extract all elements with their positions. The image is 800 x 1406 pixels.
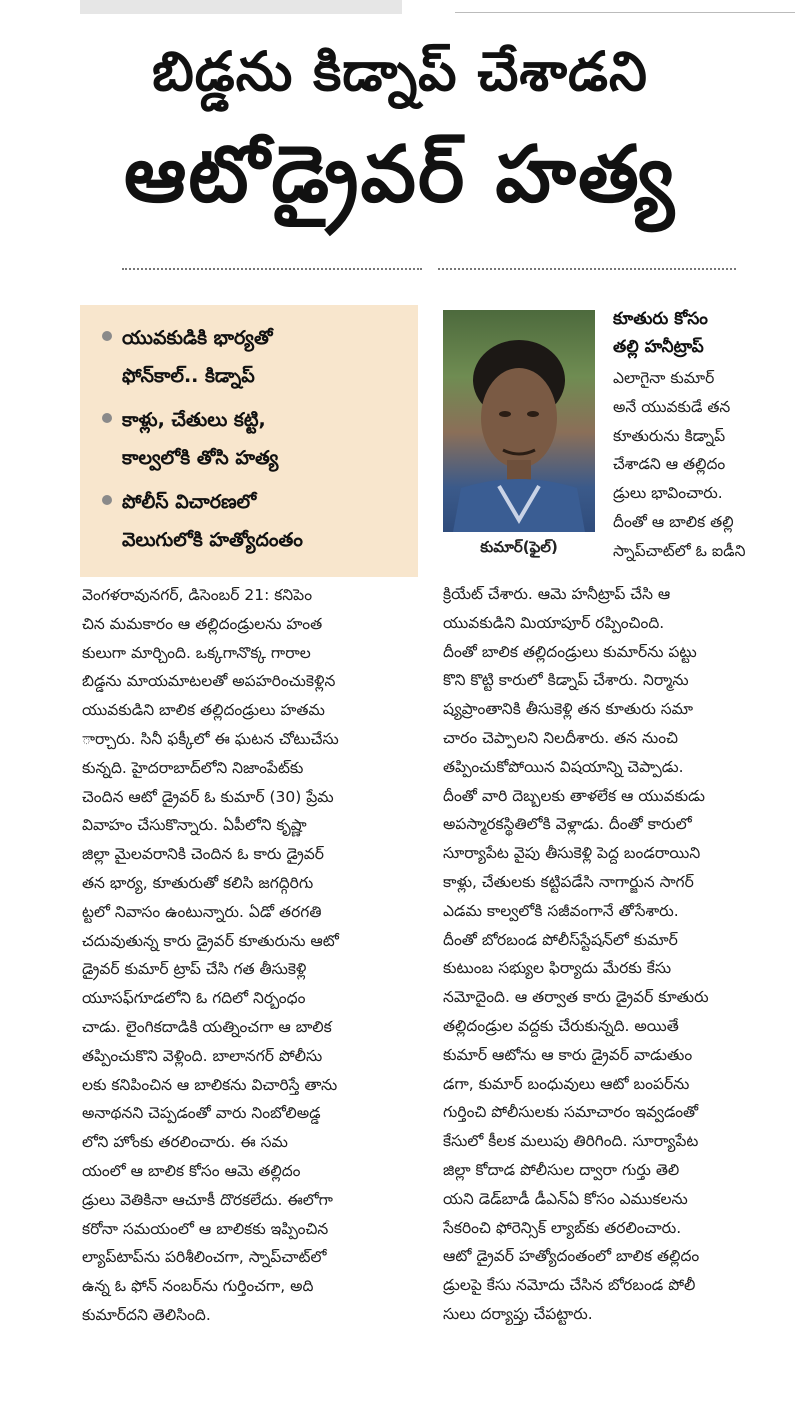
article-line: చేశాడని ఆ తల్లిదం (613, 455, 726, 474)
article-column-left (82, 581, 420, 1330)
article-line: సేకరించి ఫోరెన్సిక్ ల్యాబ్‌కు తరలించారు. (443, 1218, 682, 1237)
highlight-item (102, 319, 408, 395)
article-line: ష్యప్రాంతానికి తీసుకెళ్లి తన కూతురు సమా (443, 700, 694, 719)
subhead (613, 305, 793, 361)
article-line: కొని కొట్టి కారులో కిడ్నాప్ చేశారు. నిర్మాను (443, 671, 689, 690)
person-photo (443, 310, 595, 532)
article-line: యని డెడ్‌బాడీ డీఎన్‌ఏ కోసం ఎముకలను (443, 1189, 688, 1208)
article-line: సులు దర్యాప్తు చేపట్టారు. (443, 1304, 593, 1323)
article-line: కున్నది. హైదరాబాద్‌లోని నిజాంపేట్‌కు (82, 758, 304, 777)
article-line: డ్రులు భావించారు. (613, 484, 723, 503)
highlights-box (80, 305, 418, 577)
subhead-line: తల్లి హనీట్రాప్ (613, 337, 704, 357)
article-line: అనాథనని చెప్పడంతో వారు నింబోలిఅడ్డ (82, 1104, 321, 1123)
article-line: వివాహం చేసుకొన్నారు. ఏపీలోని కృష్ణా (82, 816, 307, 835)
bullet-icon (102, 331, 112, 341)
article-column-right (443, 580, 793, 1329)
article-line: నమోదైంది. ఆ తర్వాత కారు డ్రైవర్ కూతురు (443, 988, 709, 1007)
article-line: దీంతో బాలిక తల్లిదండ్రులు కుమార్‌ను పట్టు (443, 642, 697, 661)
highlight-item (102, 401, 408, 477)
headline-rule-left (122, 268, 422, 270)
article-line: జిల్లా కోదాడ పోలీసుల ద్వారా గుర్తు తెలి (443, 1160, 680, 1179)
article-line: ఆటో డ్రైవర్ హత్యోదంతంలో బాలిక తల్లిదం (443, 1247, 700, 1266)
bullet-icon (102, 495, 112, 505)
highlight-line: యువకుడికి భార్యతో (122, 327, 273, 349)
subhead-line: కూతురు కోసం (613, 309, 708, 329)
article-line: కాళ్లు, చేతులకు కట్టిపడేసి నాగార్జున సాగర్ (443, 872, 694, 891)
article-line: వెంగళరావునగర్, డిసెంబర్ 21: కనిపెం (82, 586, 313, 604)
article-line: స్నాప్‌చాట్‌లో ఓ ఐడీని (613, 541, 746, 560)
headline-line-2: ఆటోడ్రైవర్ హత్య (123, 130, 677, 220)
article-line: కూతురును కిడ్నాప్ (613, 426, 726, 445)
article-line: అనే యువకుడే తన (613, 397, 731, 416)
top-gray-bar (80, 0, 402, 14)
article-line: యూసఫ్‌గూడలోని ఓ గదిలో నిర్బంధం (82, 989, 306, 1008)
article-line: కుటుంబ సభ్యుల ఫిర్యాదు మేరకు కేసు (443, 959, 672, 978)
person-photo-icon (443, 310, 595, 532)
bullet-icon (102, 413, 112, 423)
article-line: యంలో ఆ బాలిక కోసం ఆమె తల్లిదం (82, 1161, 301, 1180)
article-line: కుమార్ ఆటోను ఆ కారు డ్రైవర్ వాడుతుం (443, 1045, 693, 1064)
article-column-right-narrow (613, 364, 793, 566)
article-line: తల్లిదండ్రుల వద్దకు చేరుకున్నది. అయితే (443, 1016, 679, 1035)
article-line: జిల్లా మైలవరానికి చెందిన ఓ కారు డ్రైవర్ (82, 845, 324, 864)
highlight-item (102, 483, 408, 559)
headline-line-1: బిడ్డను కిడ్నాప్ చేశాడని (152, 40, 648, 103)
article-line: యువకుడిని మియాపూర్ రప్పించింది. (443, 613, 665, 632)
article-line: కుమార్‌దని తెలిసింది. (82, 1305, 211, 1324)
article-line: చెందిన ఆటో డ్రైవర్ ఓ కుమార్ (30) ప్రేమ (82, 787, 334, 806)
article-line: కరోనా సమయంలో ఆ బాలికకు ఇప్పించిన (82, 1219, 329, 1238)
article-line: డ్రులపై కేసు నమోదు చేసిన బోరబండ పోలీ (443, 1276, 696, 1295)
article-line: తన భార్య, కూతురుతో కలిసి జగద్గిరిగు (82, 873, 314, 892)
article-line: దీంతో బోరబండ పోలీస్‌స్టేషన్‌లో కుమార్ (443, 930, 678, 949)
article-line: చిన మమకారం ఆ తల్లిదండ్రులను హంత (82, 614, 323, 633)
highlight-line: కాళ్లు, చేతులు కట్టి, (122, 409, 266, 431)
article-line: ట్టలో నివాసం ఉంటున్నారు. ఏడో తరగతి (82, 902, 322, 921)
article-line: ఉన్న ఓ ఫోన్ నంబర్‌ను గుర్తించగా, అది (82, 1277, 314, 1296)
article-line: క్రియేట్ చేశారు. ఆమె హనీట్రాప్ చేసి ఆ (443, 585, 671, 603)
top-rule-line (455, 12, 795, 13)
article-line: ార్చారు. సినీ ఫక్కీలో ఈ ఘటన చోటుచేసు (82, 729, 339, 748)
highlight-line: ఫోన్‌కాల్.. కిడ్నాప్ (122, 365, 255, 387)
article-line: డ్రైవర్ కుమార్ ట్రాప్ చేసి గత తీసుకెళ్లి (82, 960, 307, 979)
article-line: దీంతో వారి దెబ్బలకు తాళలేక ఆ యువకుడు (443, 786, 705, 805)
article-line: చదువుతున్న కారు డ్రైవర్ కూతురును ఆటో (82, 931, 339, 950)
article-line: ల్యాప్‌టాప్‌ను పరిశీలించగా, స్నాప్‌చాట్‌లో (82, 1248, 327, 1267)
article-line: కేసులో కీలక మలుపు తిరిగింది. సూర్యాపేట (443, 1132, 699, 1151)
article-line: బిడ్డను మాయమాటలతో అపహరించుకెళ్లిన (82, 672, 336, 691)
article-line: డ్రులు వెతికినా ఆచూకీ దొరకలేదు. ఈలోగా (82, 1190, 333, 1209)
article-line: చారం చెప్పాలని నిలదీశారు. తన నుంచి (443, 728, 678, 747)
article-line: తప్పించుకొని వెళ్లింది. బాలానగర్ పోలీసు (82, 1046, 323, 1065)
article-line: అపస్మారకస్థితిలోకి వెళ్లాడు. దీంతో కారులో (443, 815, 692, 834)
highlight-line: పోలీస్ విచారణలో (122, 491, 257, 513)
article-line: చాడు. లైంగికదాడికి యత్నించగా ఆ బాలిక (82, 1017, 332, 1036)
article-line: డగా, కుమార్ బంధువులు ఆటో బంపర్‌ను (443, 1074, 690, 1093)
highlight-line: కాల్వలోకి తోసి హత్య (122, 447, 279, 469)
article-line: తప్పించుకోపోయిన విషయాన్ని చెప్పాడు. (443, 757, 684, 776)
highlight-line: వెలుగులోకి హత్యోదంతం (122, 529, 303, 551)
article-line: ఎడమ కాల్వలోకి సజీవంగానే తోసేశారు. (443, 901, 679, 920)
photo-caption: కుమార్(ఫైల్) (480, 538, 558, 556)
article-line: ఎలాగైనా కుమార్ (613, 369, 715, 387)
article-line: కులుగా మార్చింది. ఒక్కగానొక్క గారాల (82, 643, 311, 662)
article-line: లోని హోంకు తరలించారు. ఈ సమ (82, 1133, 288, 1152)
article-line: లకు కనిపించిన ఆ బాలికను విచారిస్తే తాను (82, 1075, 338, 1094)
article-line: యువకుడిని బాలిక తల్లిదండ్రులు హతమ (82, 701, 325, 720)
headline-rule-right (438, 268, 736, 270)
article-line: సూర్యాపేట వైపు తీసుకెళ్లి పెద్ద బండరాయిని (443, 844, 701, 863)
article-line: దీంతో ఆ బాలిక తల్లి (613, 512, 734, 531)
article-line: గుర్తించి పోలీసులకు సమాచారం ఇవ్వడంతో (443, 1103, 699, 1122)
